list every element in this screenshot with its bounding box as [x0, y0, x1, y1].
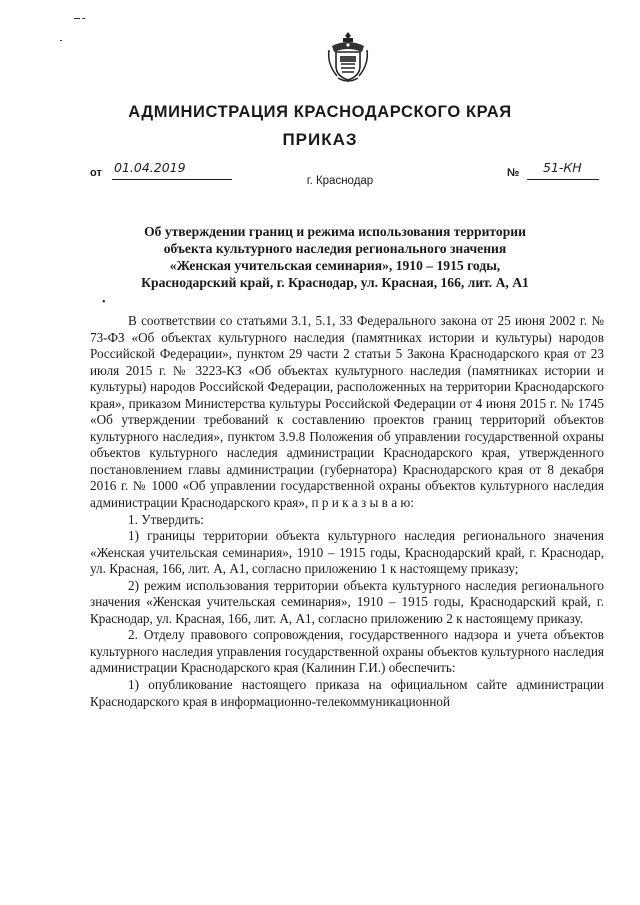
body-paragraph: 1) границы территории объекта культурного наследия регионального значения «Женская учительская семинария», 1910 – 1915 годы, Краснодарский край, г. Краснодар, ул. Красная, 166, лит. А, А1, согласно приложению 1 к настоящему приказу;: [90, 528, 604, 577]
title-line: Краснодарский край, г. Краснодар, ул. Красная, 166, лит. А, А1: [141, 275, 529, 290]
title-line: объекта культурного наследия регионального значения: [163, 241, 507, 256]
title-line: «Женская учительская семинария», 1910 – 1915 годы,: [169, 258, 501, 273]
body-paragraph: 1. Утвердить:: [128, 511, 204, 527]
body-paragraph: В соответствии со статьями 3.1, 5.1, 33 Федерального закона от 25 июня 2002 г. № 73-ФЗ «Об объектах культурного наследия (памятниках истории и культуры) народов Российской Федерации», пунктом 29 части 2 статьи 5 Закона Краснодарского края от 23 июля 2015 г. № 3223-КЗ «Об объектах культурного наследия (памятниках истории и культуры) народов Российской Федерации, расположенных на территории Краснодарского края», приказом Министерства культуры Российской Федерации от 4 июня 2015 г. № 1745 «Об утверждении требований к составлению проектов границ территорий объектов культурного наследия», пунктом 3.9.8 Положения об управлении государственной охраны объектов культурного наследия администрации Краснодарского края, утвержденного постановлением главы администрации (губернатора) Краснодарского края от 8 декабря 2016 г. № 1000 «Об управлении государственной охраны объектов культурного наследия администрации Краснодарского края», п р и к а з ы в а ю:: [90, 313, 604, 511]
margin-dot: •: [102, 297, 106, 308]
date-prefix: от: [90, 167, 102, 179]
document-type: ПРИКАЗ: [282, 130, 358, 149]
body-paragraph: 2. Отделу правового сопровождения, государственного надзора и учета объектов культурного наследия управления государственной охраны объектов культурного наследия администрации Краснодарского края (Калинин Г.И.) обеспечить:: [90, 627, 604, 676]
krasnodar-coat-of-arms-emblem: [326, 30, 370, 84]
scan-speck: [74, 18, 80, 19]
city-name: г. Краснодар: [306, 175, 374, 187]
order-body: [90, 313, 604, 710]
scan-speck: [82, 18, 85, 19]
scan-speck: [60, 40, 62, 41]
date-handwritten: 01.04.2019: [114, 160, 186, 175]
title-line: Об утверждении границ и режима использования территории: [144, 224, 526, 239]
body-paragraph: 2) режим использования территории объекта культурного наследия регионального значения «Женская учительская семинария», 1910 – 1915 годы, Краснодарский край, г. Краснодар, ул. Красная, 166, лит. А, А1, согласно приложению 2 к настоящему приказу.: [90, 577, 604, 626]
number-handwritten: 51-КН: [543, 160, 582, 175]
order-title: [100, 223, 570, 291]
agency-name: АДМИНИСТРАЦИЯ КРАСНОДАРСКОГО КРАЯ: [128, 103, 512, 121]
number-prefix: №: [507, 167, 520, 179]
body-paragraph: 1) опубликование настоящего приказа на официальном сайте администрации Краснодарского края в информационно-телекоммуникационной: [90, 677, 604, 709]
